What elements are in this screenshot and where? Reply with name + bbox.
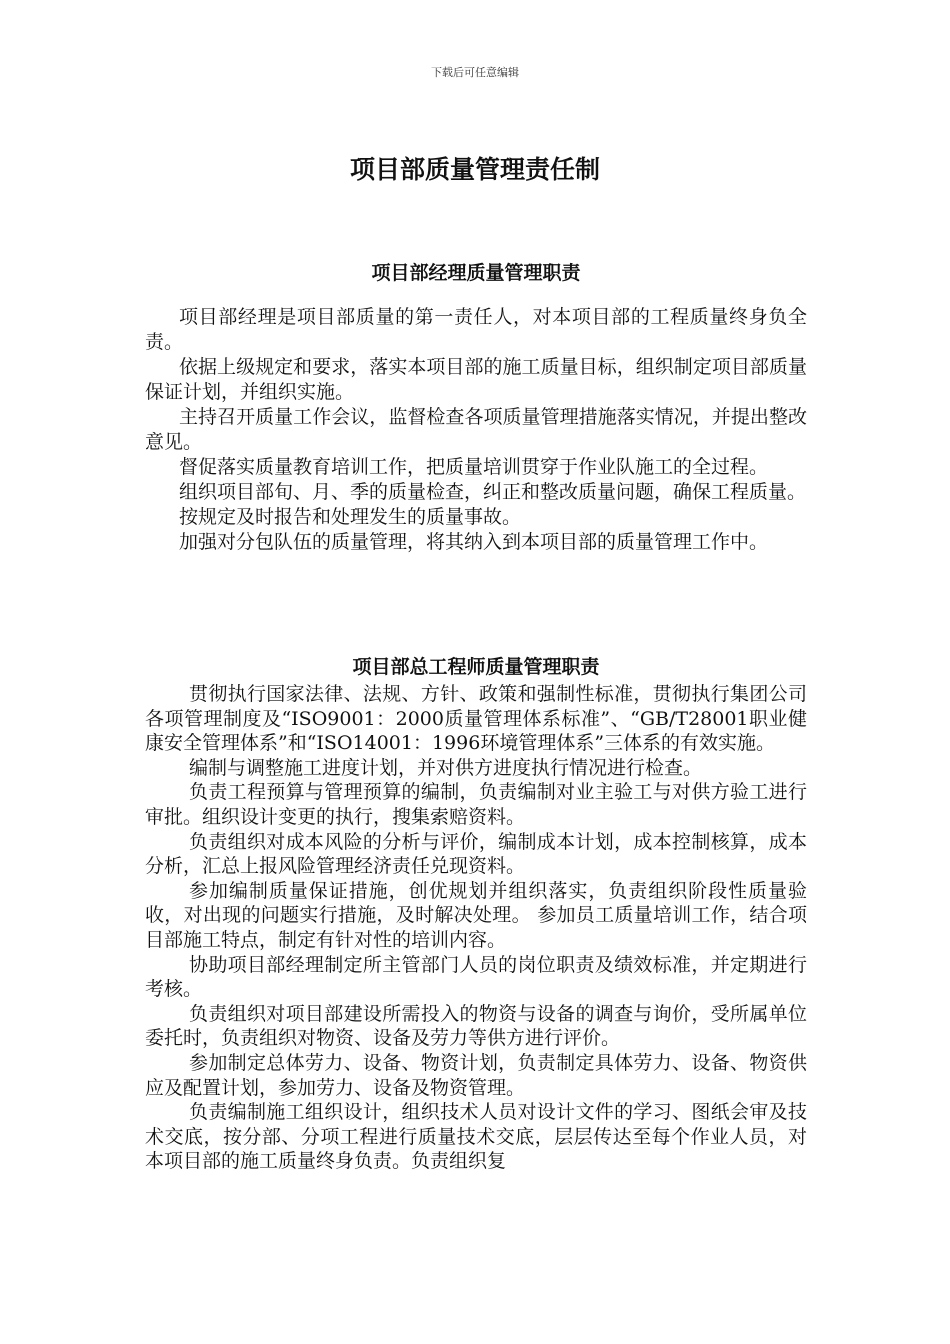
paragraph: 协助项目部经理制定所主管部门人员的岗位职责及绩效标准，并定期进行考核。 (145, 953, 807, 1001)
paragraph: 按规定及时报告和处理发生的质量事故。 (179, 506, 522, 528)
paragraph: 参加编制质量保证措施，创优规划并组织落实，负责组织阶段性质量验收，对出现的问题实行措施，及时解决处理。 参加员工质量培训工作，结合项目部施工特点，制定有针对性的培训内容。 (145, 879, 807, 951)
section-heading: 项目部经理质量管理职责 (371, 262, 581, 284)
paragraph: 项目部经理是项目部质量的第一责任人，对本项目部的工程质量终身负全责。 (145, 306, 807, 353)
paragraph: 督促落实质量教育培训工作，把质量培训贯穿于作业队施工的全过程。 (179, 456, 769, 478)
paragraph: 贯彻执行国家法律、法规、方针、政策和强制性标准，贯彻执行集团公司各项管理制度及“ISO9001：2000质量管理体系标准”、“GB/T28001职业健康安全管理体系”和“ISO14001：1996环境管理体系”三体系的有效实施。 (145, 683, 807, 755)
paragraph: 负责工程预算与管理预算的编制，负责编制对业主验工与对供方验工进行审批。组织设计变更的执行，搜集索赔资料。 (145, 781, 807, 828)
document-title: 项目部质量管理责任制 (349, 155, 600, 184)
paragraph: 负责编制施工组织设计，组织技术人员对设计文件的学习、图纸会审及技术交底，按分部、分项工程进行质量技术交底，层层传达至每个作业人员，对本项目部的施工质量终身负责。负责组织复 (145, 1101, 807, 1173)
paragraph: 主持召开质量工作会议，监督检查各项质量管理措施落实情况，并提出整改意见。 (145, 406, 807, 453)
paragraph: 参加制定总体劳力、设备、物资计划，负责制定具体劳力、设备、物资供应及配置计划，参加劳力、设备及物资管理。 (145, 1051, 807, 1099)
header-note: 下载后可任意编辑 (431, 66, 519, 79)
paragraph: 依据上级规定和要求，落实本项目部的施工质量目标，组织制定项目部质量保证计划，并组织实施。 (145, 356, 807, 403)
section-chief-engineer-duties (145, 652, 807, 1174)
paragraph: 负责组织对项目部建设所需投入的物资与设备的调查与询价，受所属单位委托时，负责组织对物资、设备及劳力等供方进行评价。 (145, 1002, 807, 1050)
paragraph: 加强对分包队伍的质量管理，将其纳入到本项目部的质量管理工作中。 (179, 531, 769, 553)
paragraph: 组织项目部旬、月、季的质量检查，纠正和整改质量问题，确保工程质量。 (179, 481, 807, 503)
paragraph: 编制与调整施工进度计划，并对供方进度执行情况进行检查。 (189, 756, 703, 779)
section-heading: 项目部总工程师质量管理职责 (352, 656, 600, 678)
paragraph: 负责组织对成本风险的分析与评价，编制成本计划，成本控制核算，成本分析，汇总上报风险管理经济责任兑现资料。 (145, 830, 807, 878)
section-manager-duties (145, 258, 807, 555)
